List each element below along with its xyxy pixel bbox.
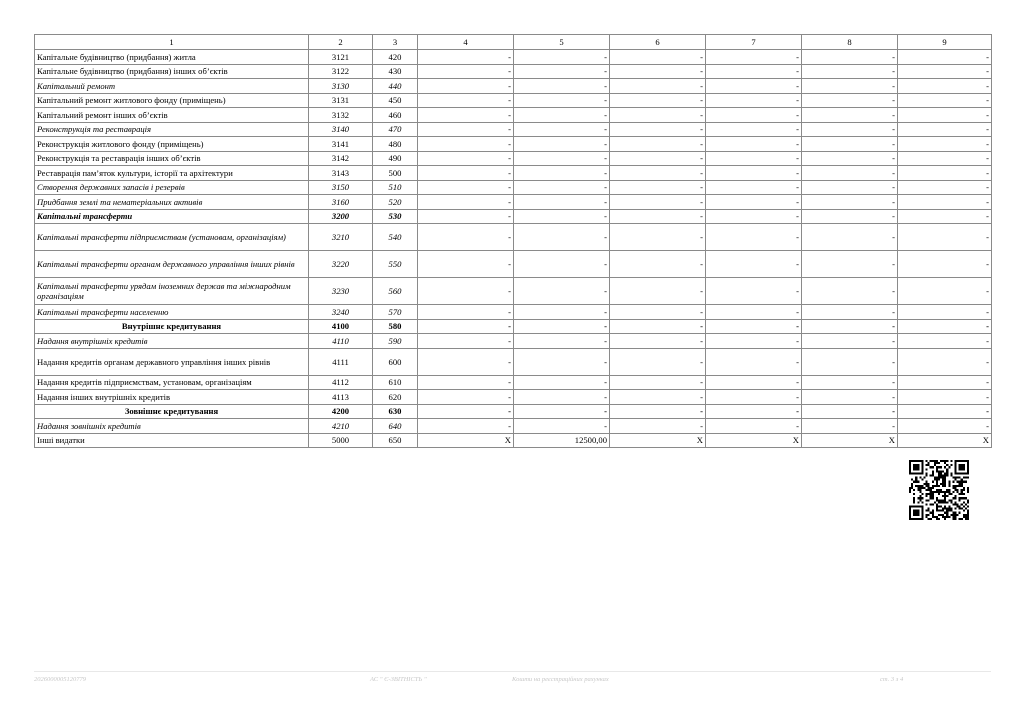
value-cell: -: [418, 375, 514, 390]
row-name-cell: Внутрішнє кредитування: [35, 319, 309, 334]
row-name-cell: Реконструкція та реставрація інших об’єктів: [35, 151, 309, 166]
value-cell: -: [898, 137, 992, 152]
value-cell: -: [610, 137, 706, 152]
table-row: [35, 390, 992, 405]
value-cell: -: [418, 305, 514, 320]
value-cell: -: [898, 93, 992, 108]
row-name-cell: Капітальне будівництво (придбання) житла: [35, 50, 309, 65]
row-name-cell: Реконструкція житлового фонду (приміщень): [35, 137, 309, 152]
value-cell: -: [706, 224, 802, 251]
row-name-cell: Реконструкція та реставрація: [35, 122, 309, 137]
row-name-cell: Надання інших внутрішніх кредитів: [35, 390, 309, 405]
value-cell: -: [898, 278, 992, 305]
row-name-cell: Зовнішнє кредитування: [35, 404, 309, 419]
value-cell: -: [610, 224, 706, 251]
value-cell: X: [898, 433, 992, 448]
value-cell: -: [610, 251, 706, 278]
value-cell: -: [514, 209, 610, 224]
value-cell: -: [418, 278, 514, 305]
value-cell: -: [418, 419, 514, 434]
value-cell: -: [610, 305, 706, 320]
table-body: [35, 50, 992, 448]
value-cell: -: [418, 209, 514, 224]
value-cell: -: [514, 419, 610, 434]
value-cell: -: [706, 319, 802, 334]
value-cell: -: [610, 166, 706, 181]
value-cell: -: [802, 151, 898, 166]
row-number-cell: 650: [373, 433, 418, 448]
table-row: [35, 195, 992, 210]
value-cell: -: [706, 180, 802, 195]
table-row: [35, 319, 992, 334]
value-cell: -: [898, 50, 992, 65]
value-cell: -: [514, 404, 610, 419]
code-cell: 4112: [309, 375, 373, 390]
row-name-cell: Капітальний ремонт житлового фонду (приміщень): [35, 93, 309, 108]
row-name-cell: Створення державних запасів і резервів: [35, 180, 309, 195]
value-cell: -: [514, 122, 610, 137]
row-number-cell: 630: [373, 404, 418, 419]
code-cell: 3143: [309, 166, 373, 181]
code-cell: 3130: [309, 79, 373, 94]
value-cell: -: [514, 390, 610, 405]
row-number-cell: 550: [373, 251, 418, 278]
value-cell: -: [802, 195, 898, 210]
value-cell: -: [706, 348, 802, 375]
value-cell: -: [706, 166, 802, 181]
row-number-cell: 640: [373, 419, 418, 434]
row-name-cell: Надання кредитів підприємствам, установам, організаціям: [35, 375, 309, 390]
value-cell: -: [418, 319, 514, 334]
value-cell: -: [802, 108, 898, 123]
row-number-cell: 600: [373, 348, 418, 375]
value-cell: -: [514, 93, 610, 108]
row-name-cell: Капітальний ремонт: [35, 79, 309, 94]
code-cell: 3210: [309, 224, 373, 251]
value-cell: -: [514, 64, 610, 79]
table-row: [35, 305, 992, 320]
value-cell: -: [418, 334, 514, 349]
value-cell: -: [418, 122, 514, 137]
row-name-cell: Капітальний ремонт інших об’єктів: [35, 108, 309, 123]
column-number: 4: [418, 35, 514, 50]
table-row: [35, 348, 992, 375]
value-cell: -: [514, 348, 610, 375]
value-cell: -: [802, 419, 898, 434]
value-cell: -: [802, 137, 898, 152]
value-cell: -: [898, 180, 992, 195]
value-cell: -: [514, 251, 610, 278]
table-row: [35, 166, 992, 181]
value-cell: -: [706, 251, 802, 278]
value-cell: -: [802, 79, 898, 94]
row-number-cell: 590: [373, 334, 418, 349]
code-cell: 5000: [309, 433, 373, 448]
report-table: [34, 34, 992, 448]
value-cell: -: [514, 151, 610, 166]
table-row: [35, 180, 992, 195]
code-cell: 4200: [309, 404, 373, 419]
value-cell: -: [514, 195, 610, 210]
value-cell: -: [706, 305, 802, 320]
value-cell: -: [898, 390, 992, 405]
value-cell: -: [610, 151, 706, 166]
table-row: [35, 50, 992, 65]
value-cell: -: [802, 375, 898, 390]
value-cell: -: [514, 137, 610, 152]
column-number: 6: [610, 35, 706, 50]
row-number-cell: 540: [373, 224, 418, 251]
value-cell: -: [898, 404, 992, 419]
table-row: [35, 251, 992, 278]
code-cell: 3121: [309, 50, 373, 65]
table-row: [35, 433, 992, 448]
row-number-cell: 440: [373, 79, 418, 94]
value-cell: -: [706, 64, 802, 79]
row-number-cell: 510: [373, 180, 418, 195]
value-cell: -: [418, 151, 514, 166]
value-cell: -: [418, 137, 514, 152]
code-cell: 3132: [309, 108, 373, 123]
value-cell: -: [418, 224, 514, 251]
table-row: [35, 224, 992, 251]
value-cell: -: [802, 50, 898, 65]
code-cell: 4210: [309, 419, 373, 434]
value-cell: -: [610, 180, 706, 195]
row-number-cell: 610: [373, 375, 418, 390]
value-cell: -: [802, 305, 898, 320]
value-cell: -: [898, 251, 992, 278]
value-cell: -: [610, 209, 706, 224]
value-cell: -: [610, 419, 706, 434]
value-cell: -: [418, 404, 514, 419]
value-cell: -: [610, 375, 706, 390]
value-cell: 12500,00: [514, 433, 610, 448]
value-cell: -: [514, 319, 610, 334]
value-cell: -: [514, 224, 610, 251]
row-name-cell: Капітальні трансферти підприємствам (установам, організаціям): [35, 224, 309, 251]
value-cell: -: [802, 209, 898, 224]
value-cell: -: [898, 305, 992, 320]
value-cell: -: [514, 166, 610, 181]
table-row: [35, 93, 992, 108]
code-cell: 3131: [309, 93, 373, 108]
row-number-cell: 490: [373, 151, 418, 166]
column-number: 7: [706, 35, 802, 50]
value-cell: -: [706, 50, 802, 65]
value-cell: -: [898, 375, 992, 390]
row-number-cell: 560: [373, 278, 418, 305]
code-cell: 3160: [309, 195, 373, 210]
value-cell: -: [418, 166, 514, 181]
value-cell: -: [802, 348, 898, 375]
value-cell: -: [418, 64, 514, 79]
value-cell: -: [418, 390, 514, 405]
value-cell: -: [418, 180, 514, 195]
value-cell: -: [706, 195, 802, 210]
value-cell: -: [802, 334, 898, 349]
code-cell: 3230: [309, 278, 373, 305]
value-cell: -: [802, 122, 898, 137]
value-cell: -: [610, 108, 706, 123]
column-number-row: [35, 35, 992, 50]
value-cell: -: [802, 224, 898, 251]
value-cell: -: [514, 334, 610, 349]
code-cell: 3122: [309, 64, 373, 79]
row-number-cell: 470: [373, 122, 418, 137]
value-cell: -: [706, 419, 802, 434]
table-row: [35, 334, 992, 349]
table-row: [35, 404, 992, 419]
row-number-cell: 450: [373, 93, 418, 108]
page-footer: [34, 671, 991, 684]
row-number-cell: 500: [373, 166, 418, 181]
code-cell: 4113: [309, 390, 373, 405]
code-cell: 3142: [309, 151, 373, 166]
value-cell: -: [898, 209, 992, 224]
value-cell: -: [898, 122, 992, 137]
value-cell: -: [898, 334, 992, 349]
table-row: [35, 209, 992, 224]
code-cell: 3200: [309, 209, 373, 224]
value-cell: -: [802, 278, 898, 305]
value-cell: -: [514, 375, 610, 390]
value-cell: -: [418, 50, 514, 65]
code-cell: 3240: [309, 305, 373, 320]
value-cell: X: [706, 433, 802, 448]
row-number-cell: 620: [373, 390, 418, 405]
value-cell: -: [898, 64, 992, 79]
value-cell: X: [802, 433, 898, 448]
value-cell: -: [802, 166, 898, 181]
value-cell: -: [610, 348, 706, 375]
code-cell: 4111: [309, 348, 373, 375]
table-row: [35, 419, 992, 434]
value-cell: -: [706, 375, 802, 390]
value-cell: -: [898, 224, 992, 251]
value-cell: -: [706, 108, 802, 123]
column-number: 2: [309, 35, 373, 50]
table-row: [35, 151, 992, 166]
value-cell: -: [706, 278, 802, 305]
table-row: [35, 375, 992, 390]
value-cell: -: [802, 64, 898, 79]
value-cell: -: [610, 390, 706, 405]
value-cell: X: [610, 433, 706, 448]
table-row: [35, 64, 992, 79]
code-cell: 3150: [309, 180, 373, 195]
row-name-cell: Надання внутрішніх кредитів: [35, 334, 309, 349]
value-cell: -: [418, 79, 514, 94]
row-number-cell: 580: [373, 319, 418, 334]
table-row: [35, 137, 992, 152]
code-cell: 3220: [309, 251, 373, 278]
row-name-cell: Придбання землі та нематеріальних активів: [35, 195, 309, 210]
value-cell: -: [706, 79, 802, 94]
row-number-cell: 460: [373, 108, 418, 123]
row-name-cell: Інші видатки: [35, 433, 309, 448]
value-cell: -: [610, 93, 706, 108]
row-name-cell: Капітальні трансферти: [35, 209, 309, 224]
value-cell: -: [802, 251, 898, 278]
row-name-cell: Капітальні трансферти урядам іноземних держав та міжнародним організаціям: [35, 278, 309, 305]
value-cell: -: [610, 79, 706, 94]
value-cell: -: [418, 108, 514, 123]
report-title: Кошти на реєстраційних рахунках: [512, 676, 609, 683]
value-cell: -: [898, 195, 992, 210]
value-cell: -: [706, 93, 802, 108]
value-cell: -: [706, 209, 802, 224]
row-number-cell: 420: [373, 50, 418, 65]
value-cell: X: [418, 433, 514, 448]
value-cell: -: [514, 180, 610, 195]
value-cell: -: [706, 390, 802, 405]
value-cell: -: [706, 334, 802, 349]
row-name-cell: Капітальні трансферти населенню: [35, 305, 309, 320]
table-row: [35, 278, 992, 305]
row-number-cell: 430: [373, 64, 418, 79]
table-row: [35, 108, 992, 123]
value-cell: -: [898, 348, 992, 375]
row-number-cell: 520: [373, 195, 418, 210]
value-cell: -: [610, 319, 706, 334]
value-cell: -: [610, 404, 706, 419]
value-cell: -: [610, 278, 706, 305]
value-cell: -: [706, 137, 802, 152]
value-cell: -: [418, 93, 514, 108]
row-number-cell: 480: [373, 137, 418, 152]
code-cell: 3140: [309, 122, 373, 137]
table-row: [35, 79, 992, 94]
value-cell: -: [514, 278, 610, 305]
value-cell: -: [514, 79, 610, 94]
value-cell: -: [706, 151, 802, 166]
document-id: 2026000005120779: [34, 676, 86, 683]
value-cell: -: [418, 251, 514, 278]
value-cell: -: [610, 195, 706, 210]
value-cell: -: [898, 319, 992, 334]
row-name-cell: Надання зовнішніх кредитів: [35, 419, 309, 434]
code-cell: 4100: [309, 319, 373, 334]
value-cell: -: [610, 334, 706, 349]
table-row: [35, 122, 992, 137]
value-cell: -: [898, 166, 992, 181]
value-cell: -: [898, 108, 992, 123]
column-number: 8: [802, 35, 898, 50]
value-cell: -: [802, 404, 898, 419]
value-cell: -: [898, 419, 992, 434]
row-number-cell: 570: [373, 305, 418, 320]
value-cell: -: [514, 50, 610, 65]
row-name-cell: Капітальні трансферти органам державного управління інших рівнів: [35, 251, 309, 278]
value-cell: -: [802, 319, 898, 334]
value-cell: -: [802, 93, 898, 108]
value-cell: -: [514, 305, 610, 320]
value-cell: -: [418, 348, 514, 375]
value-cell: -: [706, 122, 802, 137]
row-number-cell: 530: [373, 209, 418, 224]
column-number: 5: [514, 35, 610, 50]
column-number: 3: [373, 35, 418, 50]
system-name: АС " Є-ЗВІТНІСТЬ ": [370, 676, 427, 683]
code-cell: 3141: [309, 137, 373, 152]
value-cell: -: [610, 64, 706, 79]
column-number: 9: [898, 35, 992, 50]
value-cell: -: [418, 195, 514, 210]
page-number: ст. 3 з 4: [880, 676, 904, 683]
value-cell: -: [706, 404, 802, 419]
value-cell: -: [610, 122, 706, 137]
qr-code-icon: [909, 460, 969, 520]
value-cell: -: [898, 151, 992, 166]
value-cell: -: [610, 50, 706, 65]
value-cell: -: [514, 108, 610, 123]
value-cell: -: [802, 180, 898, 195]
row-name-cell: Капітальне будівництво (придбання) інших об’єктів: [35, 64, 309, 79]
row-name-cell: Надання кредитів органам державного управління інших рівнів: [35, 348, 309, 375]
column-number: 1: [35, 35, 309, 50]
row-name-cell: Реставрація пам’яток культури, історії та архітектури: [35, 166, 309, 181]
code-cell: 4110: [309, 334, 373, 349]
value-cell: -: [802, 390, 898, 405]
value-cell: -: [898, 79, 992, 94]
